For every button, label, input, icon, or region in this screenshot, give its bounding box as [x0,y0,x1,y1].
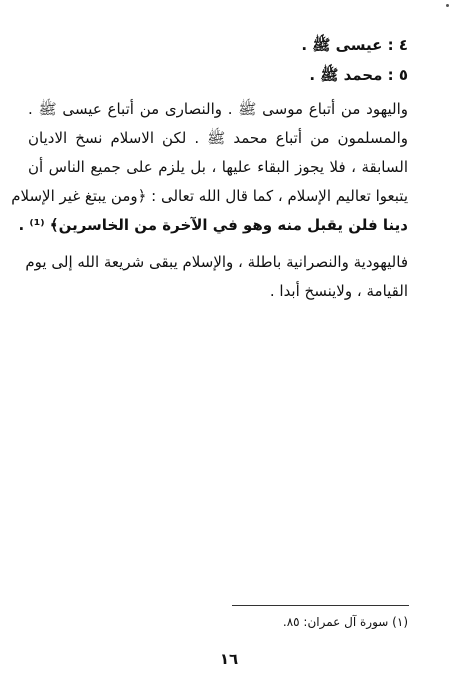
paragraph2-line1: فاليهودية والنصرانية باطلة ، والإسلام يبقى شريعة الله إلى يوم [25,253,408,271]
paragraph1-line2: والمسلمون من أتباع محمد ﷺ . لكن الاسلام نسخ الاديان [28,129,408,147]
page-number: ١٦ [219,650,239,668]
list-item-4: ٤ : عيسى ﷺ . [301,36,408,54]
paragraph2-line2: القيامة ، ولاينسخ أبدا . [269,282,408,300]
footnote-divider [232,605,409,606]
list-item-5: ٥ : محمد ﷺ . [309,66,408,84]
footnote: (١) سورة آل عمران: ٨٥. [282,615,408,629]
corner-mark [446,4,449,7]
paragraph1-line3: السابقة ، فلا يجوز البقاء عليها ، بل يلزم على جميع الناس أن [28,158,408,176]
paragraph1-line1: واليهود من أتباع موسى ﷺ . والنصارى من أتباع عيسى ﷺ . [28,100,408,118]
paragraph1-line4: يتبعوا تعاليم الإسلام ، كما قال الله تعالى : ﴿ومن يبتغ غير الإسلام [11,187,408,205]
paragraph1-line5: دينا فلن يقبل منه وهو في الآخرة من الخاسرين﴾ ⁽¹⁾ . [18,216,408,234]
